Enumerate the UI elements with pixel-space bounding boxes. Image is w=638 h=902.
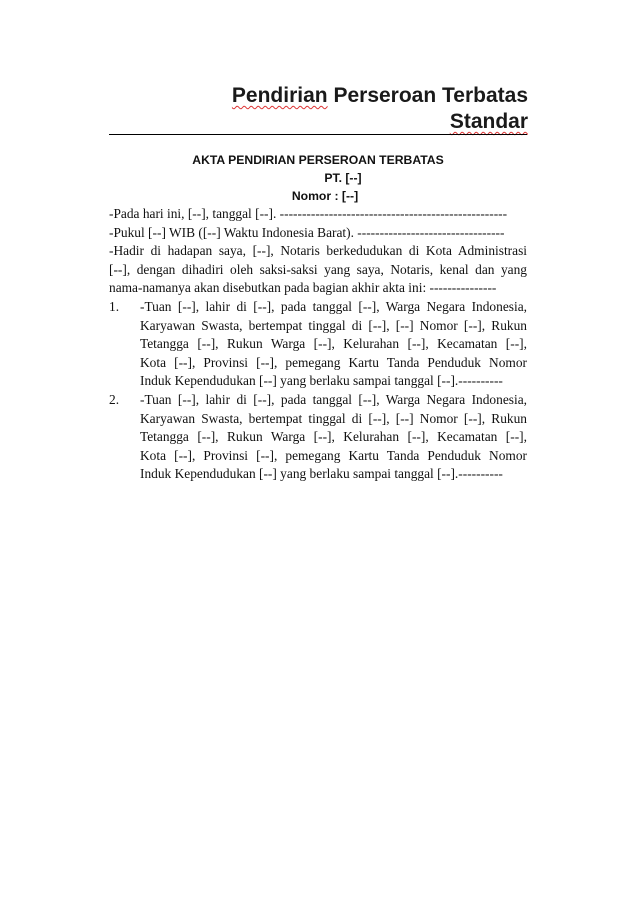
list-item-body [140, 391, 527, 484]
paragraph-line: -Pada hari ini, [--], tanggal [--]. --------------------------------------------------- [109, 206, 508, 221]
title-line2-text: Standar [449, 110, 528, 133]
list-number: 2. [109, 391, 120, 407]
paragraph-line: -Hadir di hadapan saya, [--], Notaris berkedudukan di Kota Administrasi [109, 243, 527, 259]
list-number: 1. [109, 298, 120, 314]
paragraph-line: nama-namanya akan disebutkan pada bagian akhir akta ini: --------------- [109, 280, 497, 296]
company-name: PT. [--] [324, 171, 362, 185]
deed-number: Nomor : [--] [291, 189, 359, 203]
document-title-line2 [450, 108, 528, 135]
list-line: Induk Kependudukan [--] yang berlaku sampai tanggal [--].---------- [140, 373, 503, 389]
appearer-item-1 [109, 298, 527, 391]
title-divider [109, 134, 527, 135]
appearer-item-2 [109, 391, 527, 484]
title-line1-rest: Perseroan Terbatas [327, 84, 528, 107]
list-line: Karyawan Swasta, bertempat tinggal di [--], [--] Nomor [--], Rukun [140, 410, 527, 426]
paragraph-line: [--], dengan dihadiri oleh saksi-saksi yang saya, Notaris, kenal dan yang [109, 261, 527, 277]
list-line: Tetangga [--], Rukun Warga [--], Kelurahan [--], Kecamatan [--], [140, 429, 527, 445]
deed-heading: AKTA PENDIRIAN PERSEROAN TERBATAS [192, 153, 444, 167]
list-line: Karyawan Swasta, bertempat tinggal di [--], [--] Nomor [--], Rukun [140, 317, 527, 333]
list-item-body [140, 298, 527, 391]
list-line: Kota [--], Provinsi [--], pemegang Kartu Tanda Penduduk Nomor [140, 354, 527, 370]
paragraph-line: -Pukul [--] WIB ([--] Waktu Indonesia Barat). --------------------------------- [109, 224, 505, 240]
document-title-line1 [232, 82, 528, 109]
deed-body [109, 205, 527, 484]
list-line: -Tuan [--], lahir di [--], pada tanggal [--], Warga Negara Indonesia, [140, 298, 527, 314]
list-line: Kota [--], Provinsi [--], pemegang Kartu Tanda Penduduk Nomor [140, 447, 527, 463]
title-word-spellcheck: Pendirian [231, 84, 328, 107]
list-line: Tetangga [--], Rukun Warga [--], Kelurahan [--], Kecamatan [--], [140, 336, 527, 352]
list-line: Induk Kependudukan [--] yang berlaku sampai tanggal [--].---------- [140, 466, 503, 482]
list-line: -Tuan [--], lahir di [--], pada tanggal [--], Warga Negara Indonesia, [140, 391, 527, 407]
